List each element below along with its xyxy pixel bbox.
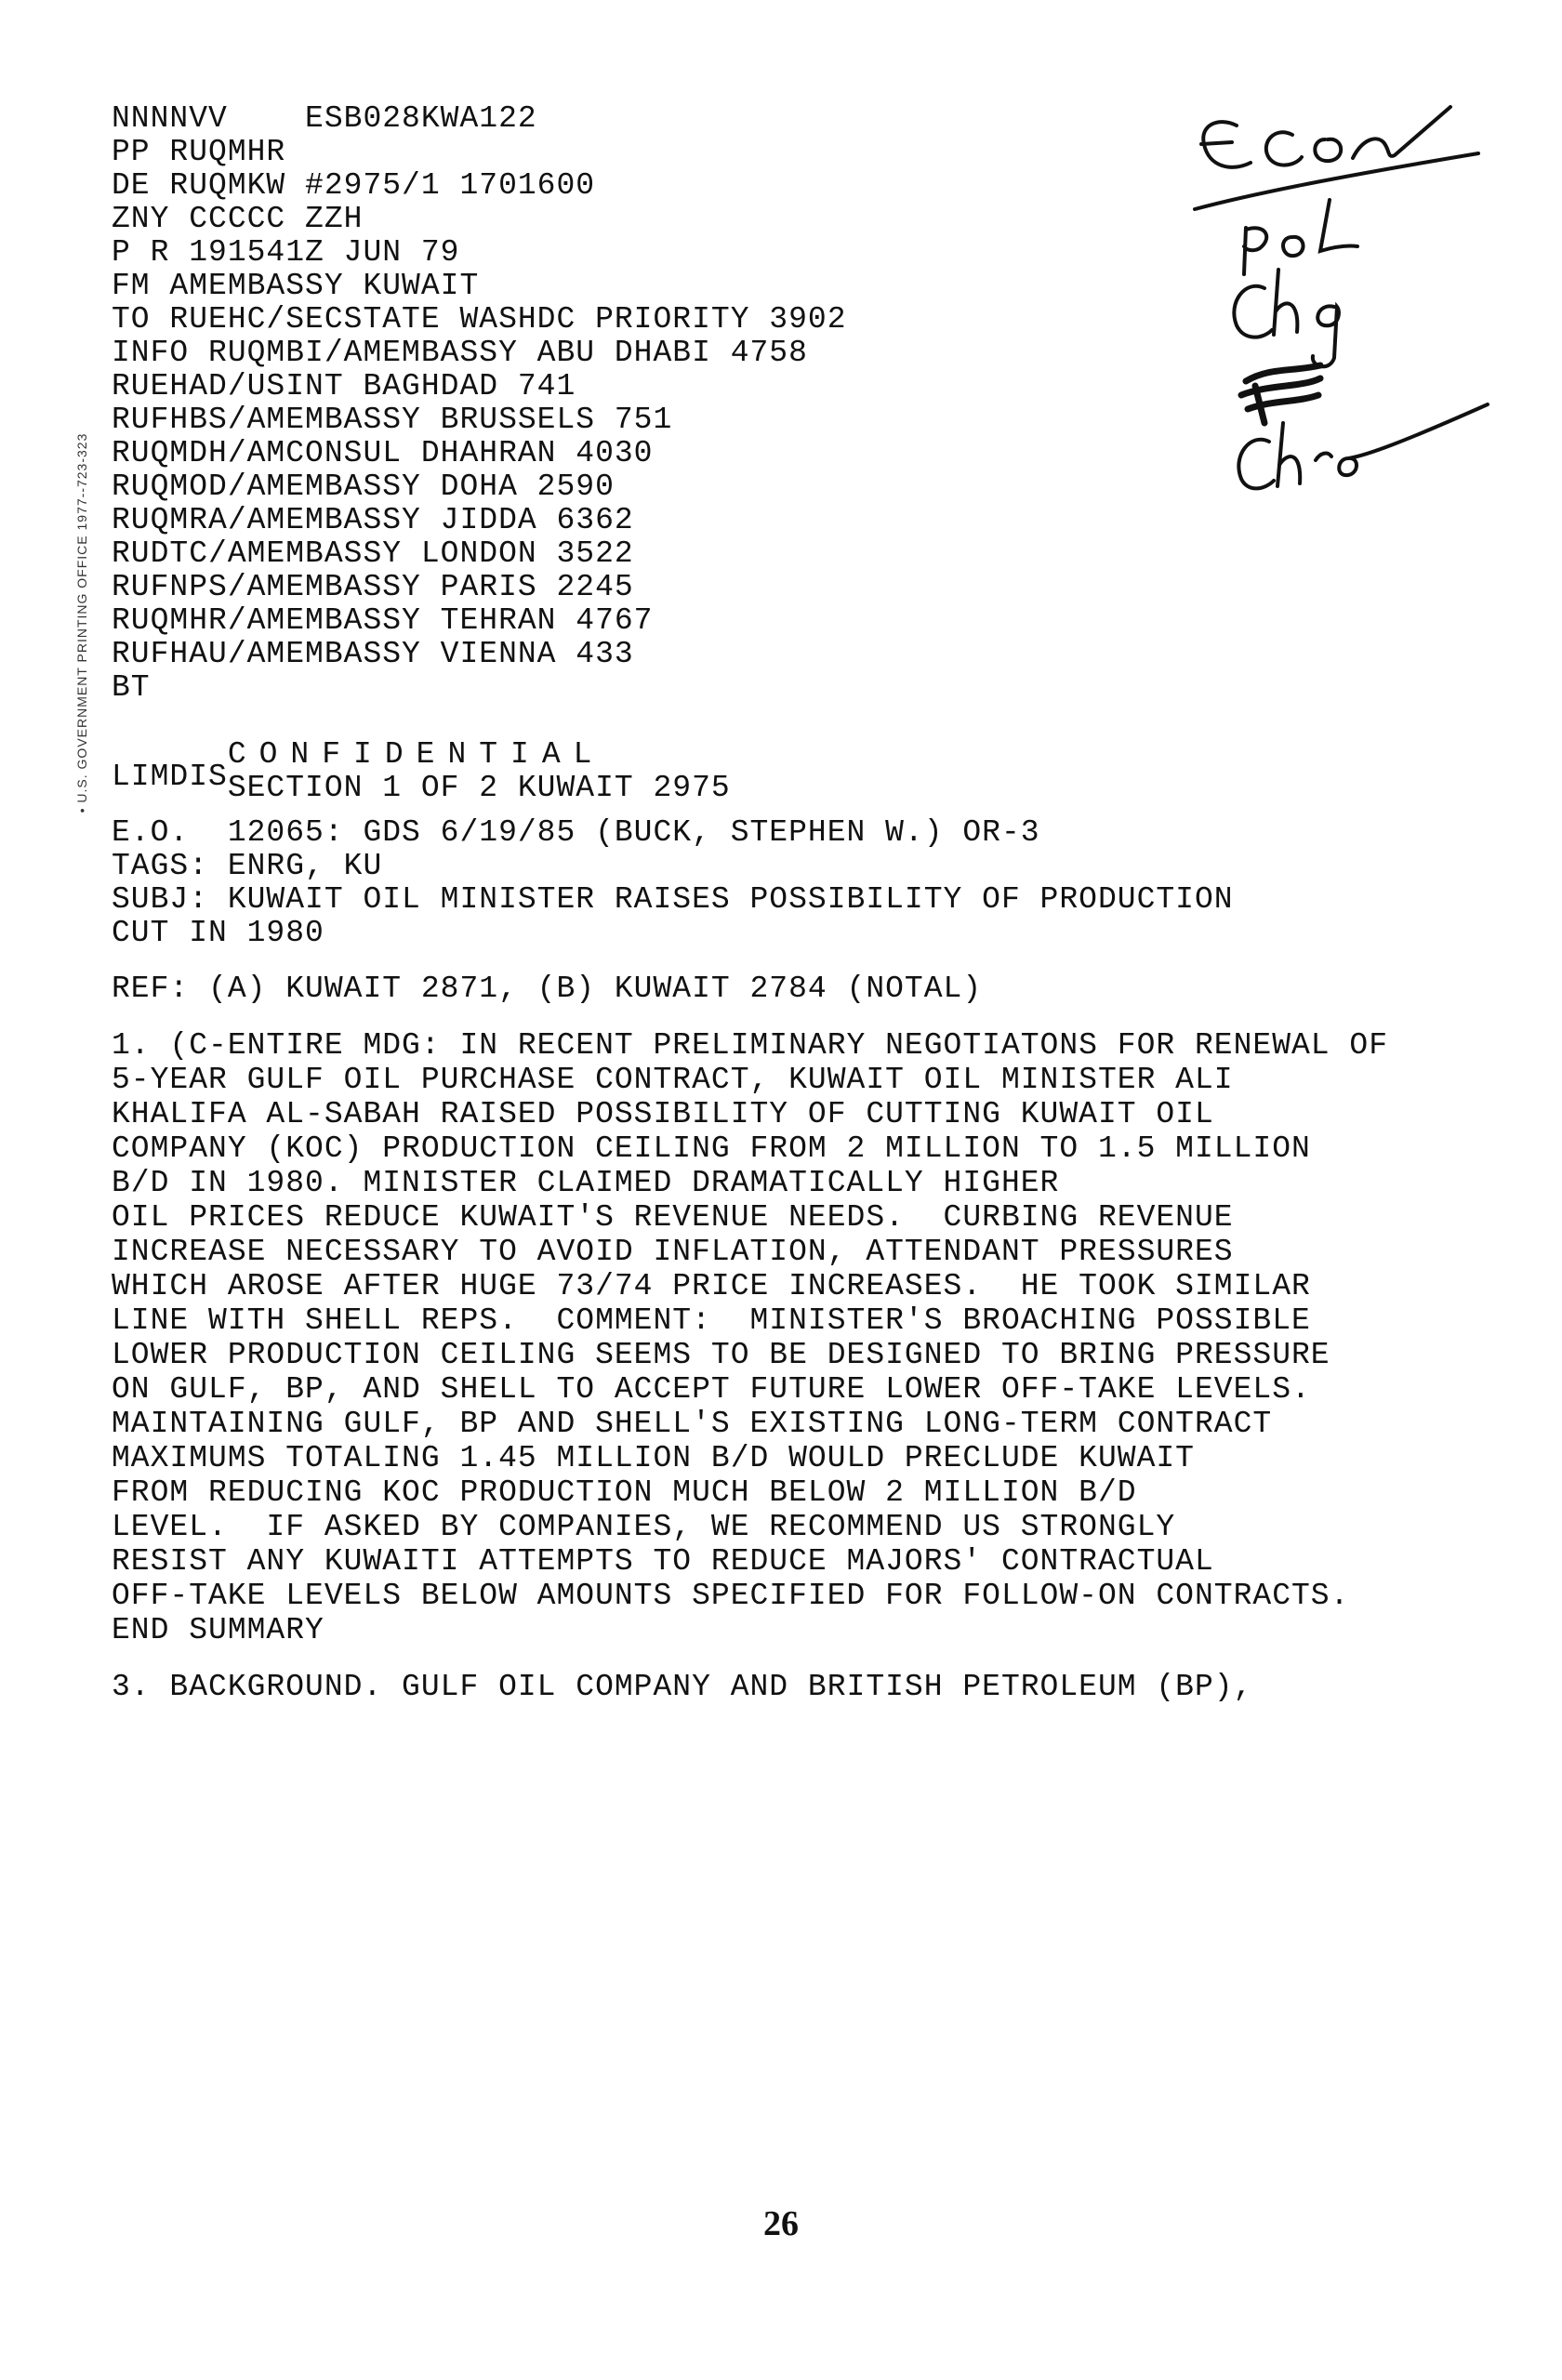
header-line: ZNY CCCCC ZZH: [112, 202, 364, 236]
header-line: RUQMRA/AMEMBASSY JIDDA 6362: [112, 503, 634, 537]
paragraph-line: 1. (C-ENTIRE MDG: IN RECENT PRELIMINARY NEGOTIATONS FOR RENEWAL OF: [112, 1028, 1389, 1063]
paragraph-line: LINE WITH SHELL REPS. COMMENT: MINISTER'S BROACHING POSSIBLE: [112, 1303, 1311, 1338]
header-line: RUFHAU/AMEMBASSY VIENNA 433: [112, 637, 634, 671]
header-line: RUFNPS/AMEMBASSY PARIS 2245: [112, 570, 634, 604]
header-line: RUQMOD/AMEMBASSY DOHA 2590: [112, 469, 615, 504]
subject-line: SUBJ: KUWAIT OIL MINISTER RAISES POSSIBILITY OF PRODUCTION: [112, 882, 1234, 917]
header-line: DE RUQMKW #2975/1 1701600: [112, 168, 596, 203]
paragraph-line: END SUMMARY: [112, 1613, 324, 1647]
routing-header: [112, 102, 1432, 705]
paragraph-3-line: 3. BACKGROUND. GULF OIL COMPANY AND BRITISH PETROLEUM (BP),: [112, 1670, 1253, 1704]
paragraph-line: LOWER PRODUCTION CEILING SEEMS TO BE DESIGNED TO BRING PRESSURE: [112, 1338, 1330, 1372]
paragraph-line: MAXIMUMS TOTALING 1.45 MILLION B/D WOULD PRECLUDE KUWAIT: [112, 1441, 1195, 1475]
paragraph-line: RESIST ANY KUWAITI ATTEMPTS TO REDUCE MAJORS' CONTRACTUAL: [112, 1544, 1214, 1579]
paragraph-line: WHICH AROSE AFTER HUGE 73/74 PRICE INCREASES. HE TOOK SIMILAR: [112, 1269, 1311, 1303]
eo-line: E.O. 12065: GDS 6/19/85 (BUCK, STEPHEN W.) OR-3: [112, 815, 1040, 850]
margin-imprint: [73, 400, 91, 846]
paragraph-line: OFF-TAKE LEVELS BELOW AMOUNTS SPECIFIED FOR FOLLOW-ON CONTRACTS.: [112, 1579, 1350, 1613]
header-line: RUDTC/AMEMBASSY LONDON 3522: [112, 536, 634, 571]
paragraph-line: FROM REDUCING KOC PRODUCTION MUCH BELOW 2 MILLION B/D: [112, 1475, 1137, 1510]
margin-imprint-text: • U.S. GOVERNMENT PRINTING OFFICE 1977--723-323: [74, 432, 89, 813]
paragraph-line: 5-YEAR GULF OIL PURCHASE CONTRACT, KUWAIT OIL MINISTER ALI: [112, 1063, 1234, 1097]
classification-word: CONFIDENTIAL: [227, 737, 605, 772]
header-line: RUQMDH/AMCONSUL DHAHRAN 4030: [112, 436, 654, 470]
page-number: 26: [763, 2204, 799, 2243]
cable-text: [112, 102, 1432, 1704]
paragraph-line: COMPANY (KOC) PRODUCTION CEILING FROM 2 MILLION TO 1.5 MILLION: [112, 1131, 1311, 1166]
header-line: FM AMEMBASSY KUWAIT: [112, 269, 480, 303]
paragraph-line: ON GULF, BP, AND SHELL TO ACCEPT FUTURE LOWER OFF-TAKE LEVELS.: [112, 1372, 1311, 1407]
header-line: PP RUQMHR: [112, 135, 286, 169]
paragraph-line: KHALIFA AL-SABAH RAISED POSSIBILITY OF CUTTING KUWAIT OIL: [112, 1097, 1214, 1131]
reference-line: REF: (A) KUWAIT 2871, (B) KUWAIT 2784 (NOTAL): [112, 972, 983, 1006]
header-line: P R 191541Z JUN 79: [112, 235, 460, 270]
header-line: NNNNVV ESB028KWA122: [112, 101, 537, 136]
subject-line-continued: CUT IN 1980: [112, 916, 324, 950]
paragraph-line: LEVEL. IF ASKED BY COMPANIES, WE RECOMMEND US STRONGLY: [112, 1510, 1176, 1544]
caption: LIMDIS: [112, 760, 228, 794]
header-line: INFO RUQMBI/AMEMBASSY ABU DHABI 4758: [112, 336, 808, 370]
header-line: TO RUEHC/SECSTATE WASHDC PRIORITY 3902: [112, 302, 847, 337]
paragraph-1: [112, 1028, 1432, 1647]
header-line: RUFHBS/AMEMBASSY BRUSSELS 751: [112, 403, 673, 437]
tags-line: TAGS: ENRG, KU: [112, 849, 383, 883]
paragraph-line: B/D IN 1980. MINISTER CLAIMED DRAMATICALLY HIGHER: [112, 1166, 1060, 1200]
classification-section: SECTION 1 OF 2 KUWAIT 2975: [227, 771, 731, 805]
header-line: RUQMHR/AMEMBASSY TEHRAN 4767: [112, 603, 654, 638]
header-line: RUEHAD/USINT BAGHDAD 741: [112, 369, 576, 403]
paragraph-line: OIL PRICES REDUCE KUWAIT'S REVENUE NEEDS. CURBING REVENUE: [112, 1200, 1234, 1235]
paragraph-line: INCREASE NECESSARY TO AVOID INFLATION, ATTENDANT PRESSURES: [112, 1235, 1234, 1269]
paragraph-line: MAINTAINING GULF, BP AND SHELL'S EXISTING LONG-TERM CONTRACT: [112, 1407, 1273, 1441]
header-line: BT: [112, 670, 151, 705]
